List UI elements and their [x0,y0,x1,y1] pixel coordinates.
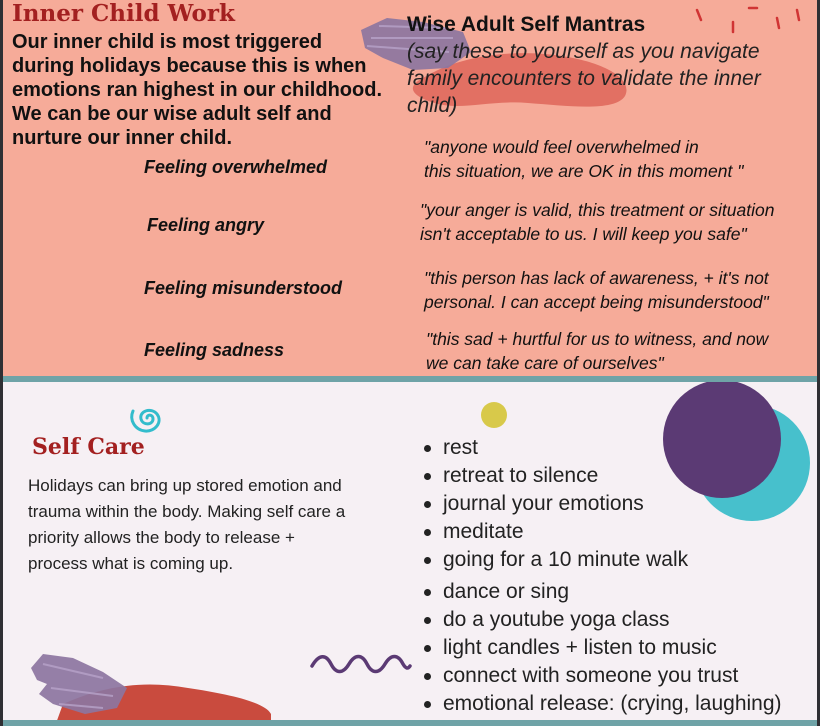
mantras-subtitle: (say these to yourself as you navigate family encounters to validate the inner child) [407,40,761,117]
feeling-label: Feeling overwhelmed [144,157,328,177]
feeling-label: Feeling misunderstood [144,278,343,298]
list-item: rest [421,434,688,462]
list-item: retreat to silence [421,462,688,490]
mustard-dot-decoration [479,400,509,430]
list-item: emotional release: (crying, laughing) [421,690,782,718]
brush-stroke-decoration [3,644,283,726]
mantra-line: personal. I can accept being misunderstood" [424,292,769,312]
inner-child-section [3,0,817,376]
mantra-line: "this person has lack of awareness, + it's not [424,268,769,288]
list-item: connect with someone you trust [421,662,782,690]
list-item: dance or sing [421,578,782,606]
squiggle-decoration [309,652,413,674]
list-item: light candles + listen to music [421,634,782,662]
self-care-list [421,434,688,574]
self-care-text: Holidays can bring up stored emotion and trauma within the body. Making self care a priority allows the body to release + process what is coming up. [28,476,346,573]
list-item: going for a 10 minute walk [421,546,688,574]
mantras-title: Wise Adult Self Mantras [407,13,646,36]
bottom-border [3,720,817,726]
list-item: meditate [421,518,688,546]
inner-child-intro: Our inner child is most triggered during holidays because this is when emotions ran highest in our childhood. We can be our wise adult self and nurture our inner child. [12,31,382,149]
confetti-decoration [693,2,817,42]
mantra-line: this situation, we are OK in this moment " [424,161,744,181]
self-care-title: Self Care [32,434,145,460]
mantra-text [424,135,743,183]
inner-child-title: Inner Child Work [12,0,235,27]
self-care-section [3,382,817,726]
mantra-line: "your anger is valid, this treatment or situation [420,200,775,220]
mantra-line: "this sad + hurtful for us to witness, and now [426,329,769,349]
mantra-text [426,327,768,375]
mantra-line: we can take care of ourselves" [426,353,664,373]
list-item: do a youtube yoga class [421,606,782,634]
feeling-label: Feeling angry [147,215,265,235]
mantra-line: "anyone would feel overwhelmed in [424,137,699,157]
self-care-list [421,578,782,718]
list-item: journal your emotions [421,490,688,518]
feeling-label: Feeling sadness [144,340,285,360]
spiral-icon [127,400,167,436]
mantra-text [420,198,774,246]
mantra-text [424,266,769,314]
mantra-line: isn't acceptable to us. I will keep you safe" [420,224,747,244]
